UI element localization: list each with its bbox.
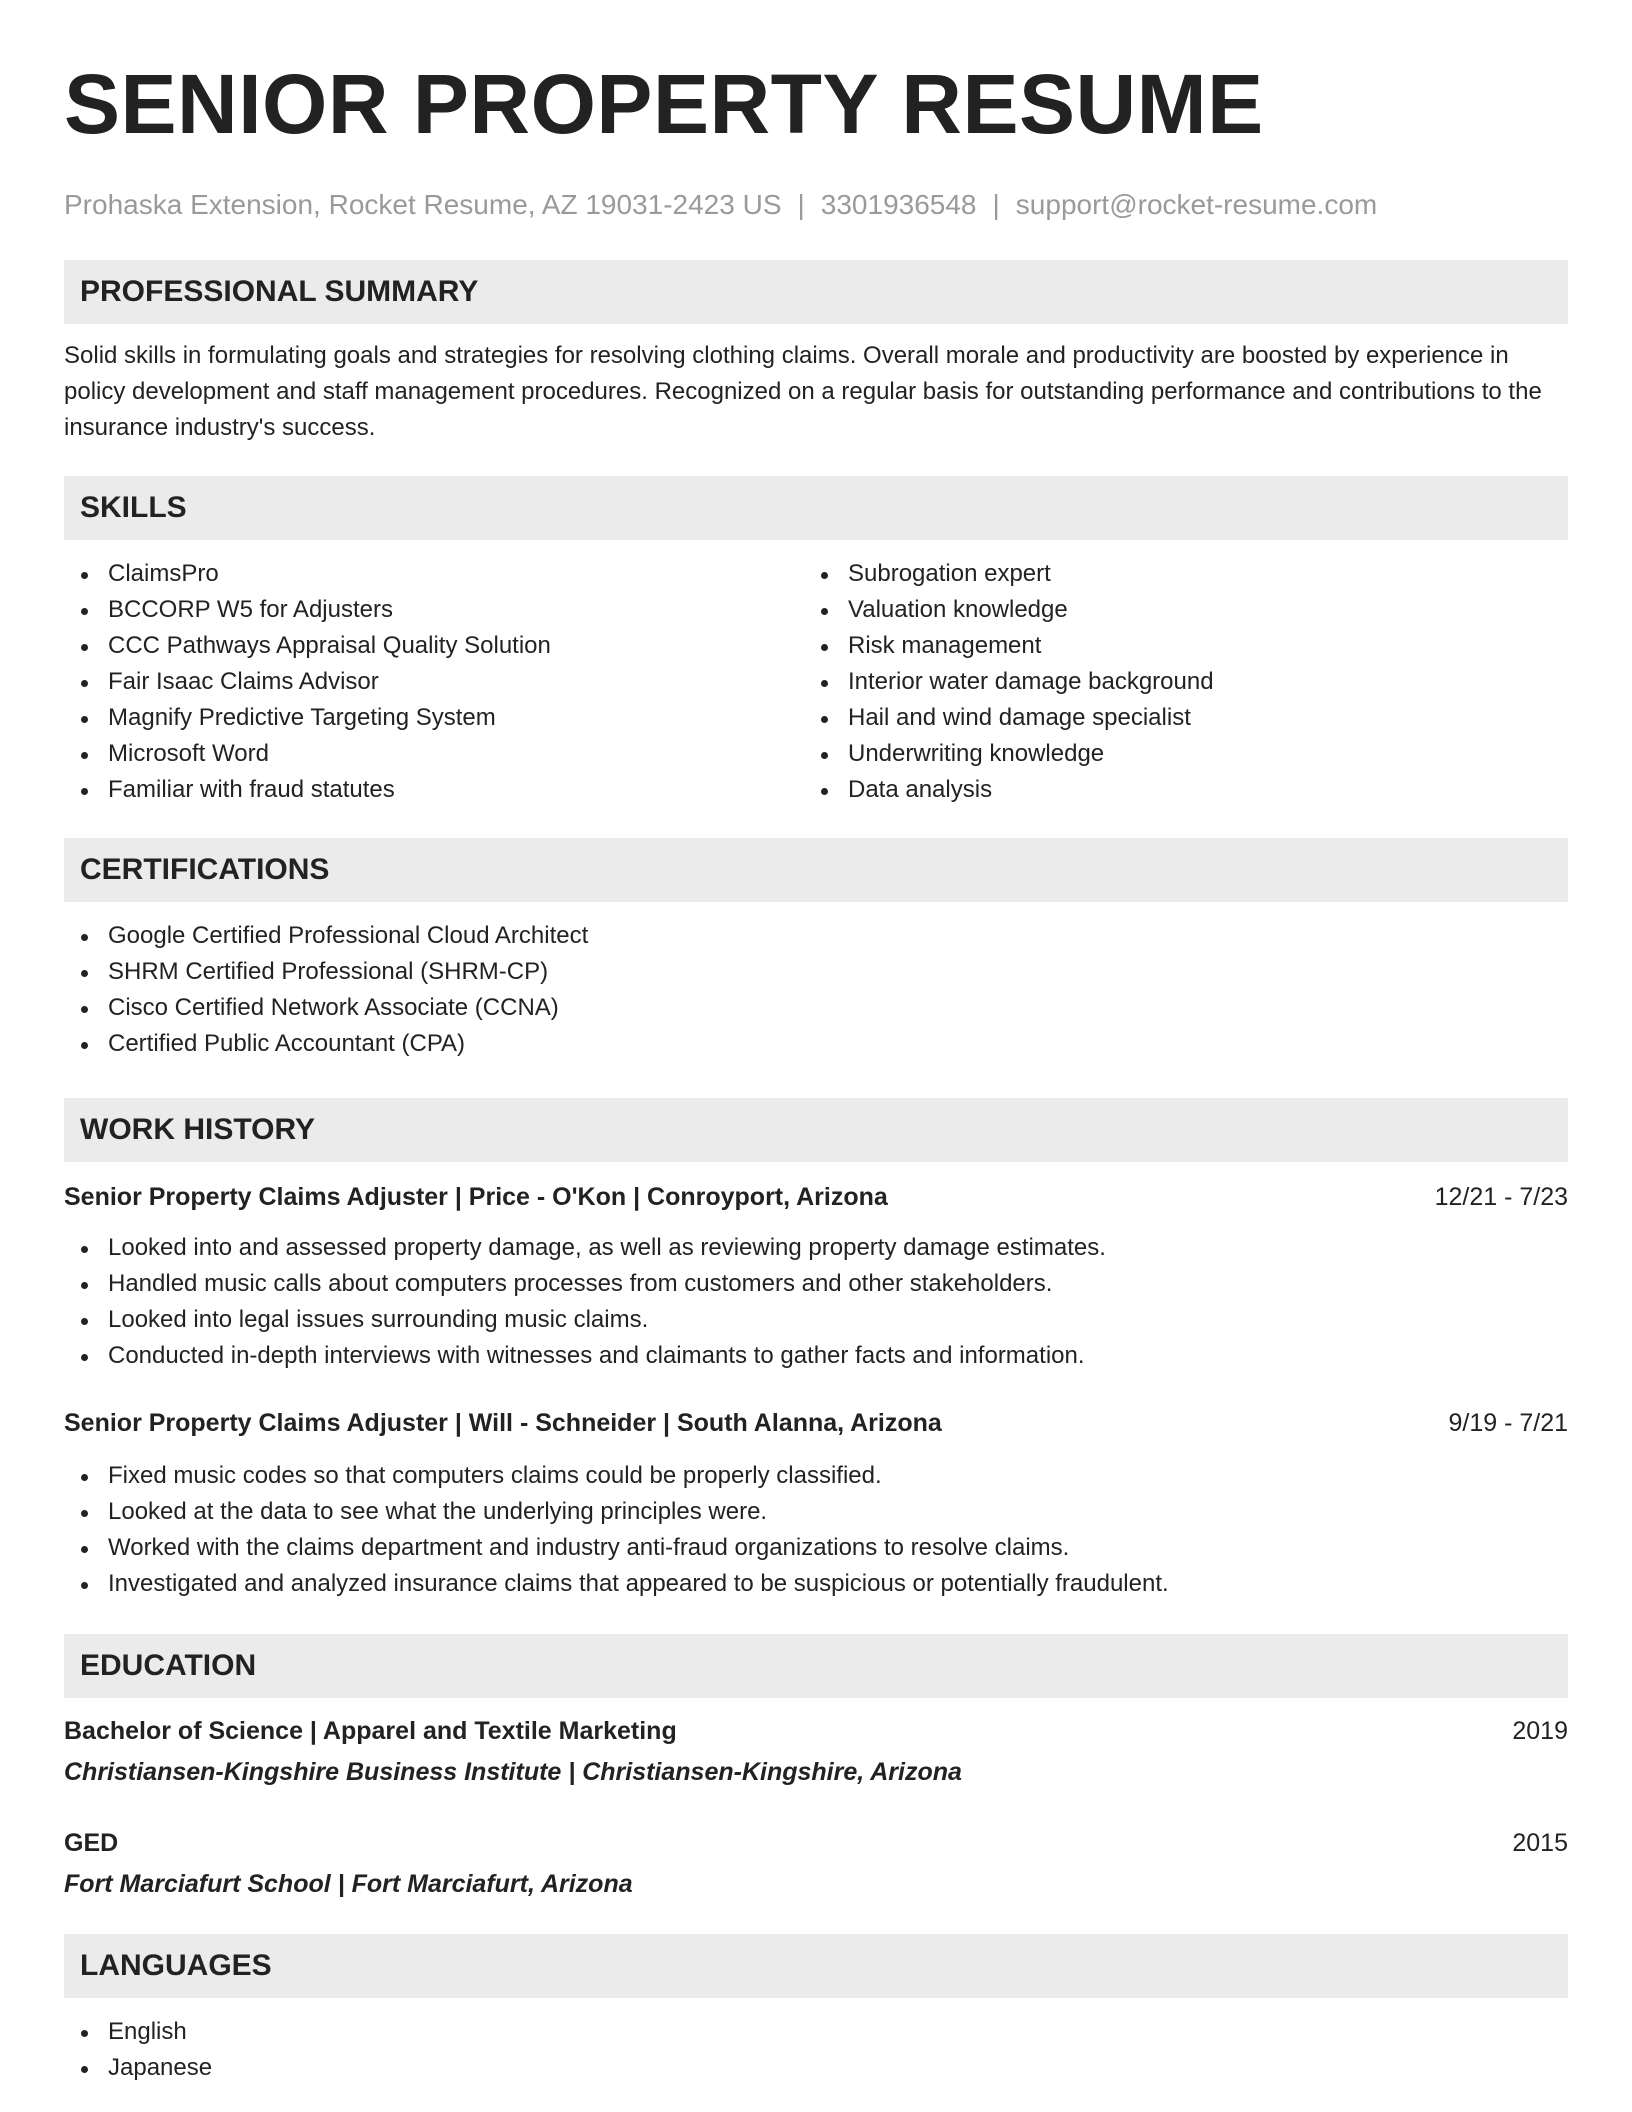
education-year: 2019	[1512, 1717, 1568, 1745]
education-degree: GED	[64, 1829, 119, 1857]
section-heading-work-history: WORK HISTORY	[64, 1098, 1568, 1162]
skill-item: Fair Isaac Claims Advisor	[64, 664, 804, 700]
skill-item: Valuation knowledge	[804, 592, 1544, 628]
section-heading-skills: SKILLS	[64, 476, 1568, 540]
skill-item: Underwriting knowledge	[804, 736, 1544, 772]
language-item: English	[64, 2014, 1568, 2050]
education-school: Fort Marciafurt School | Fort Marciafurt, Arizona	[64, 1870, 633, 1898]
certification-item: Google Certified Professional Cloud Architect	[64, 918, 1568, 954]
summary-text: Solid skills in formulating goals and strategies for resolving clothing claims. Overall morale and productivity are boosted by experience in policy development and staff management procedures. Recognized on a regular basis for outstanding performance and contributions to the insurance industry's success.	[64, 342, 1542, 441]
job-header	[64, 1180, 1568, 1214]
contact-separator: |	[992, 189, 1000, 220]
education-school: Christiansen-Kingshire Business Institute | Christiansen-Kingshire, Arizona	[64, 1758, 962, 1786]
skill-item: Microsoft Word	[64, 736, 804, 772]
skill-item: Data analysis	[804, 772, 1544, 808]
job-dates: 9/19 - 7/21	[1448, 1409, 1568, 1437]
job-bullet: Looked into legal issues surrounding music claims.	[64, 1302, 1568, 1338]
skill-item: Subrogation expert	[804, 556, 1544, 592]
certification-item: Certified Public Accountant (CPA)	[64, 1026, 1568, 1062]
job-bullet: Conducted in-depth interviews with witnesses and claimants to gather facts and information.	[64, 1338, 1568, 1374]
skill-item: Interior water damage background	[804, 664, 1544, 700]
job-title: Senior Property Claims Adjuster | Price - O'Kon | Conroyport, Arizona	[64, 1183, 888, 1211]
job-bullet: Handled music calls about computers processes from customers and other stakeholders.	[64, 1266, 1568, 1302]
job-dates: 12/21 - 7/23	[1434, 1183, 1568, 1211]
skill-item: BCCORP W5 for Adjusters	[64, 592, 804, 628]
job-bullet: Fixed music codes so that computers claims could be properly classified.	[64, 1458, 1568, 1494]
job-bullet: Investigated and analyzed insurance claims that appeared to be suspicious or potentially fraudulent.	[64, 1566, 1568, 1602]
skill-item: Magnify Predictive Targeting System	[64, 700, 804, 736]
skills-column-left	[64, 556, 804, 808]
section-heading-certifications: CERTIFICATIONS	[64, 838, 1568, 902]
education-header	[64, 1714, 1568, 1748]
contact-separator: |	[797, 189, 805, 220]
languages-list	[64, 2014, 1568, 2086]
education-degree: Bachelor of Science | Apparel and Textile Marketing	[64, 1717, 677, 1745]
certification-item: Cisco Certified Network Associate (CCNA)	[64, 990, 1568, 1026]
contact-phone: 3301936548	[820, 189, 977, 220]
skill-item: CCC Pathways Appraisal Quality Solution	[64, 628, 804, 664]
skill-item: Risk management	[804, 628, 1544, 664]
contact-line	[64, 188, 1568, 222]
job-title: Senior Property Claims Adjuster | Will - Schneider | South Alanna, Arizona	[64, 1409, 942, 1437]
certification-item: SHRM Certified Professional (SHRM-CP)	[64, 954, 1568, 990]
education-year: 2015	[1512, 1829, 1568, 1857]
job-bullets	[64, 1458, 1568, 1602]
job-bullet: Looked into and assessed property damage, as well as reviewing property damage estimates.	[64, 1230, 1568, 1266]
resume-title: SENIOR PROPERTY RESUME	[64, 57, 1264, 151]
job-bullet: Worked with the claims department and industry anti-fraud organizations to resolve claims.	[64, 1530, 1568, 1566]
education-header	[64, 1826, 1568, 1860]
language-item: Japanese	[64, 2050, 1568, 2086]
skill-item: ClaimsPro	[64, 556, 804, 592]
section-heading-languages: LANGUAGES	[64, 1934, 1568, 1998]
job-header	[64, 1406, 1568, 1440]
contact-email: support@rocket-resume.com	[1015, 189, 1378, 220]
skill-item: Hail and wind damage specialist	[804, 700, 1544, 736]
section-heading-summary: PROFESSIONAL SUMMARY	[64, 260, 1568, 324]
skills-column-right	[804, 556, 1544, 808]
job-bullets	[64, 1230, 1568, 1374]
contact-address: Prohaska Extension, Rocket Resume, AZ 19031-2423 US	[64, 189, 782, 220]
job-bullet: Looked at the data to see what the underlying principles were.	[64, 1494, 1568, 1530]
skills-list	[64, 556, 1568, 808]
certifications-list	[64, 918, 1568, 1062]
skill-item: Familiar with fraud statutes	[64, 772, 804, 808]
section-heading-education: EDUCATION	[64, 1634, 1568, 1698]
